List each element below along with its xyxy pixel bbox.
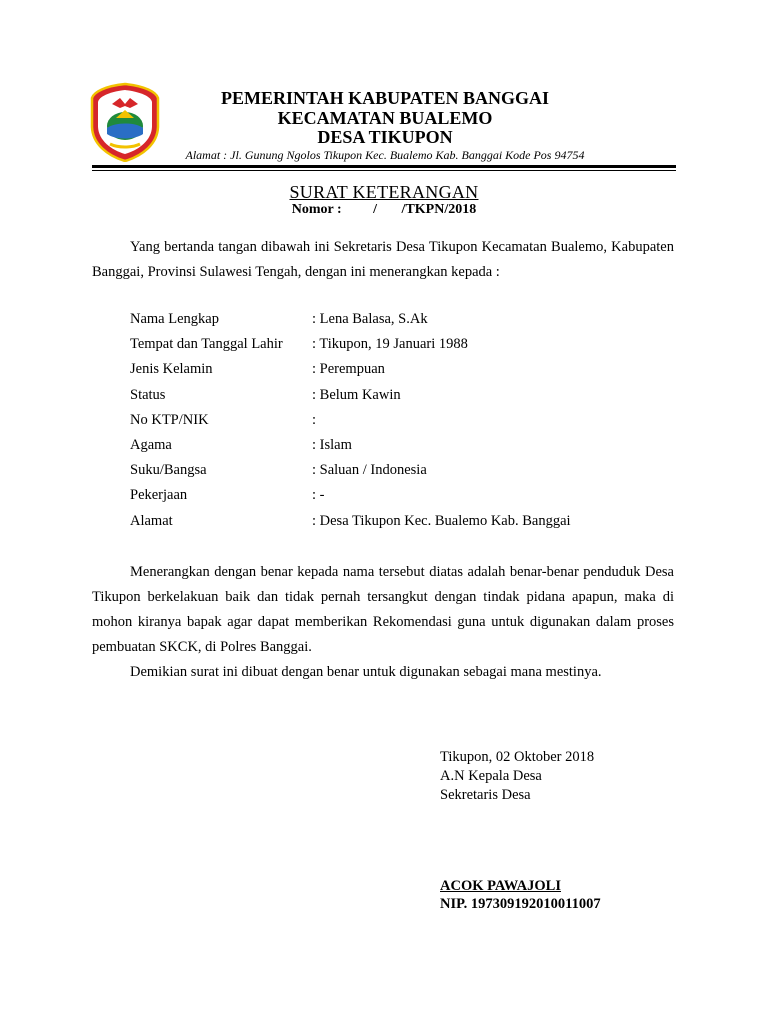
field-row (130, 357, 690, 382)
field-label: Suku/Bangsa (130, 462, 207, 479)
field-value: : Lena Balasa, S.Ak (312, 311, 428, 327)
field-label: Tempat dan Tanggal Lahir (130, 336, 283, 353)
letterhead-address: Alamat : Jl. Gunung Ngolos Tikupon Kec. Bualemo Kab. Banggai Kode Pos 94754 (185, 148, 585, 162)
field-row (130, 332, 690, 357)
field-row (130, 483, 690, 508)
letterhead-rule-thick (92, 165, 676, 168)
field-label: Status (130, 386, 166, 403)
signature-on-behalf: A.N Kepala Desa (440, 768, 542, 784)
field-row (130, 307, 690, 332)
signatory-name: ACOK PAWAJOLI (440, 878, 561, 894)
field-value: : Islam (312, 436, 352, 453)
field-value: : (312, 411, 317, 428)
field-row (130, 458, 690, 483)
field-value: : Belum Kawin (312, 386, 401, 403)
field-row (130, 383, 690, 408)
field-value: : Tikupon, 19 Januari 1988 (312, 336, 468, 353)
closing-paragraph: Demikian surat ini dibuat dengan benar untuk digunakan sebagai mana mestinya. (130, 664, 602, 680)
letterhead-village: DESA TIKUPON (317, 127, 453, 147)
body-paragraph: Menerangkan dengan benar kepada nama tersebut diatas adalah benar-benar penduduk Desa Tikupon berkelakuan baik dan tidak pernah tersangkut dengan tindak pidana apapun, maka di mohon kiranya bapak agar dapat memberikan Rekomendasi guna untuk digunakan dalam proses pembuatan SKCK, di Polres Banggai. (92, 564, 674, 655)
field-value: : - (312, 487, 325, 504)
letterhead-government: PEMERINTAH KABUPATEN BANGGAI (220, 88, 550, 108)
field-label: Agama (130, 436, 172, 453)
person-details (130, 307, 690, 534)
field-row (130, 433, 690, 458)
field-label: Jenis Kelamin (130, 361, 213, 378)
field-value: : Saluan / Indonesia (312, 462, 427, 479)
signature-position: Sekretaris Desa (440, 787, 531, 803)
field-label: No KTP/NIK (130, 411, 209, 428)
signature-block (440, 748, 680, 805)
letterhead-district: KECAMATAN BUALEMO (277, 108, 493, 128)
signature-place-date: Tikupon, 02 Oktober 2018 (440, 749, 595, 765)
field-value: : Desa Tikupon Kec. Bualemo Kab. Banggai (312, 512, 571, 529)
letterhead-rule-thin (92, 170, 676, 171)
field-label: Pekerjaan (130, 487, 188, 504)
intro-paragraph: Yang bertanda tangan dibawah ini Sekretaris Desa Tikupon Kecamatan Bualemo, Kabupaten Banggai, Provinsi Sulawesi Tengah, dengan ini menerangkan kepada : (92, 239, 674, 280)
field-label: Alamat (130, 512, 173, 529)
field-label: Nama Lengkap (130, 311, 219, 327)
field-value: : Perempuan (312, 361, 385, 378)
field-row (130, 408, 690, 433)
document-number: Nomor : / /TKPN/2018 (291, 202, 477, 217)
document-title: SURAT KETERANGAN (289, 182, 479, 202)
signatory-nip: NIP. 197309192010011007 (440, 896, 601, 912)
field-row (130, 509, 690, 534)
